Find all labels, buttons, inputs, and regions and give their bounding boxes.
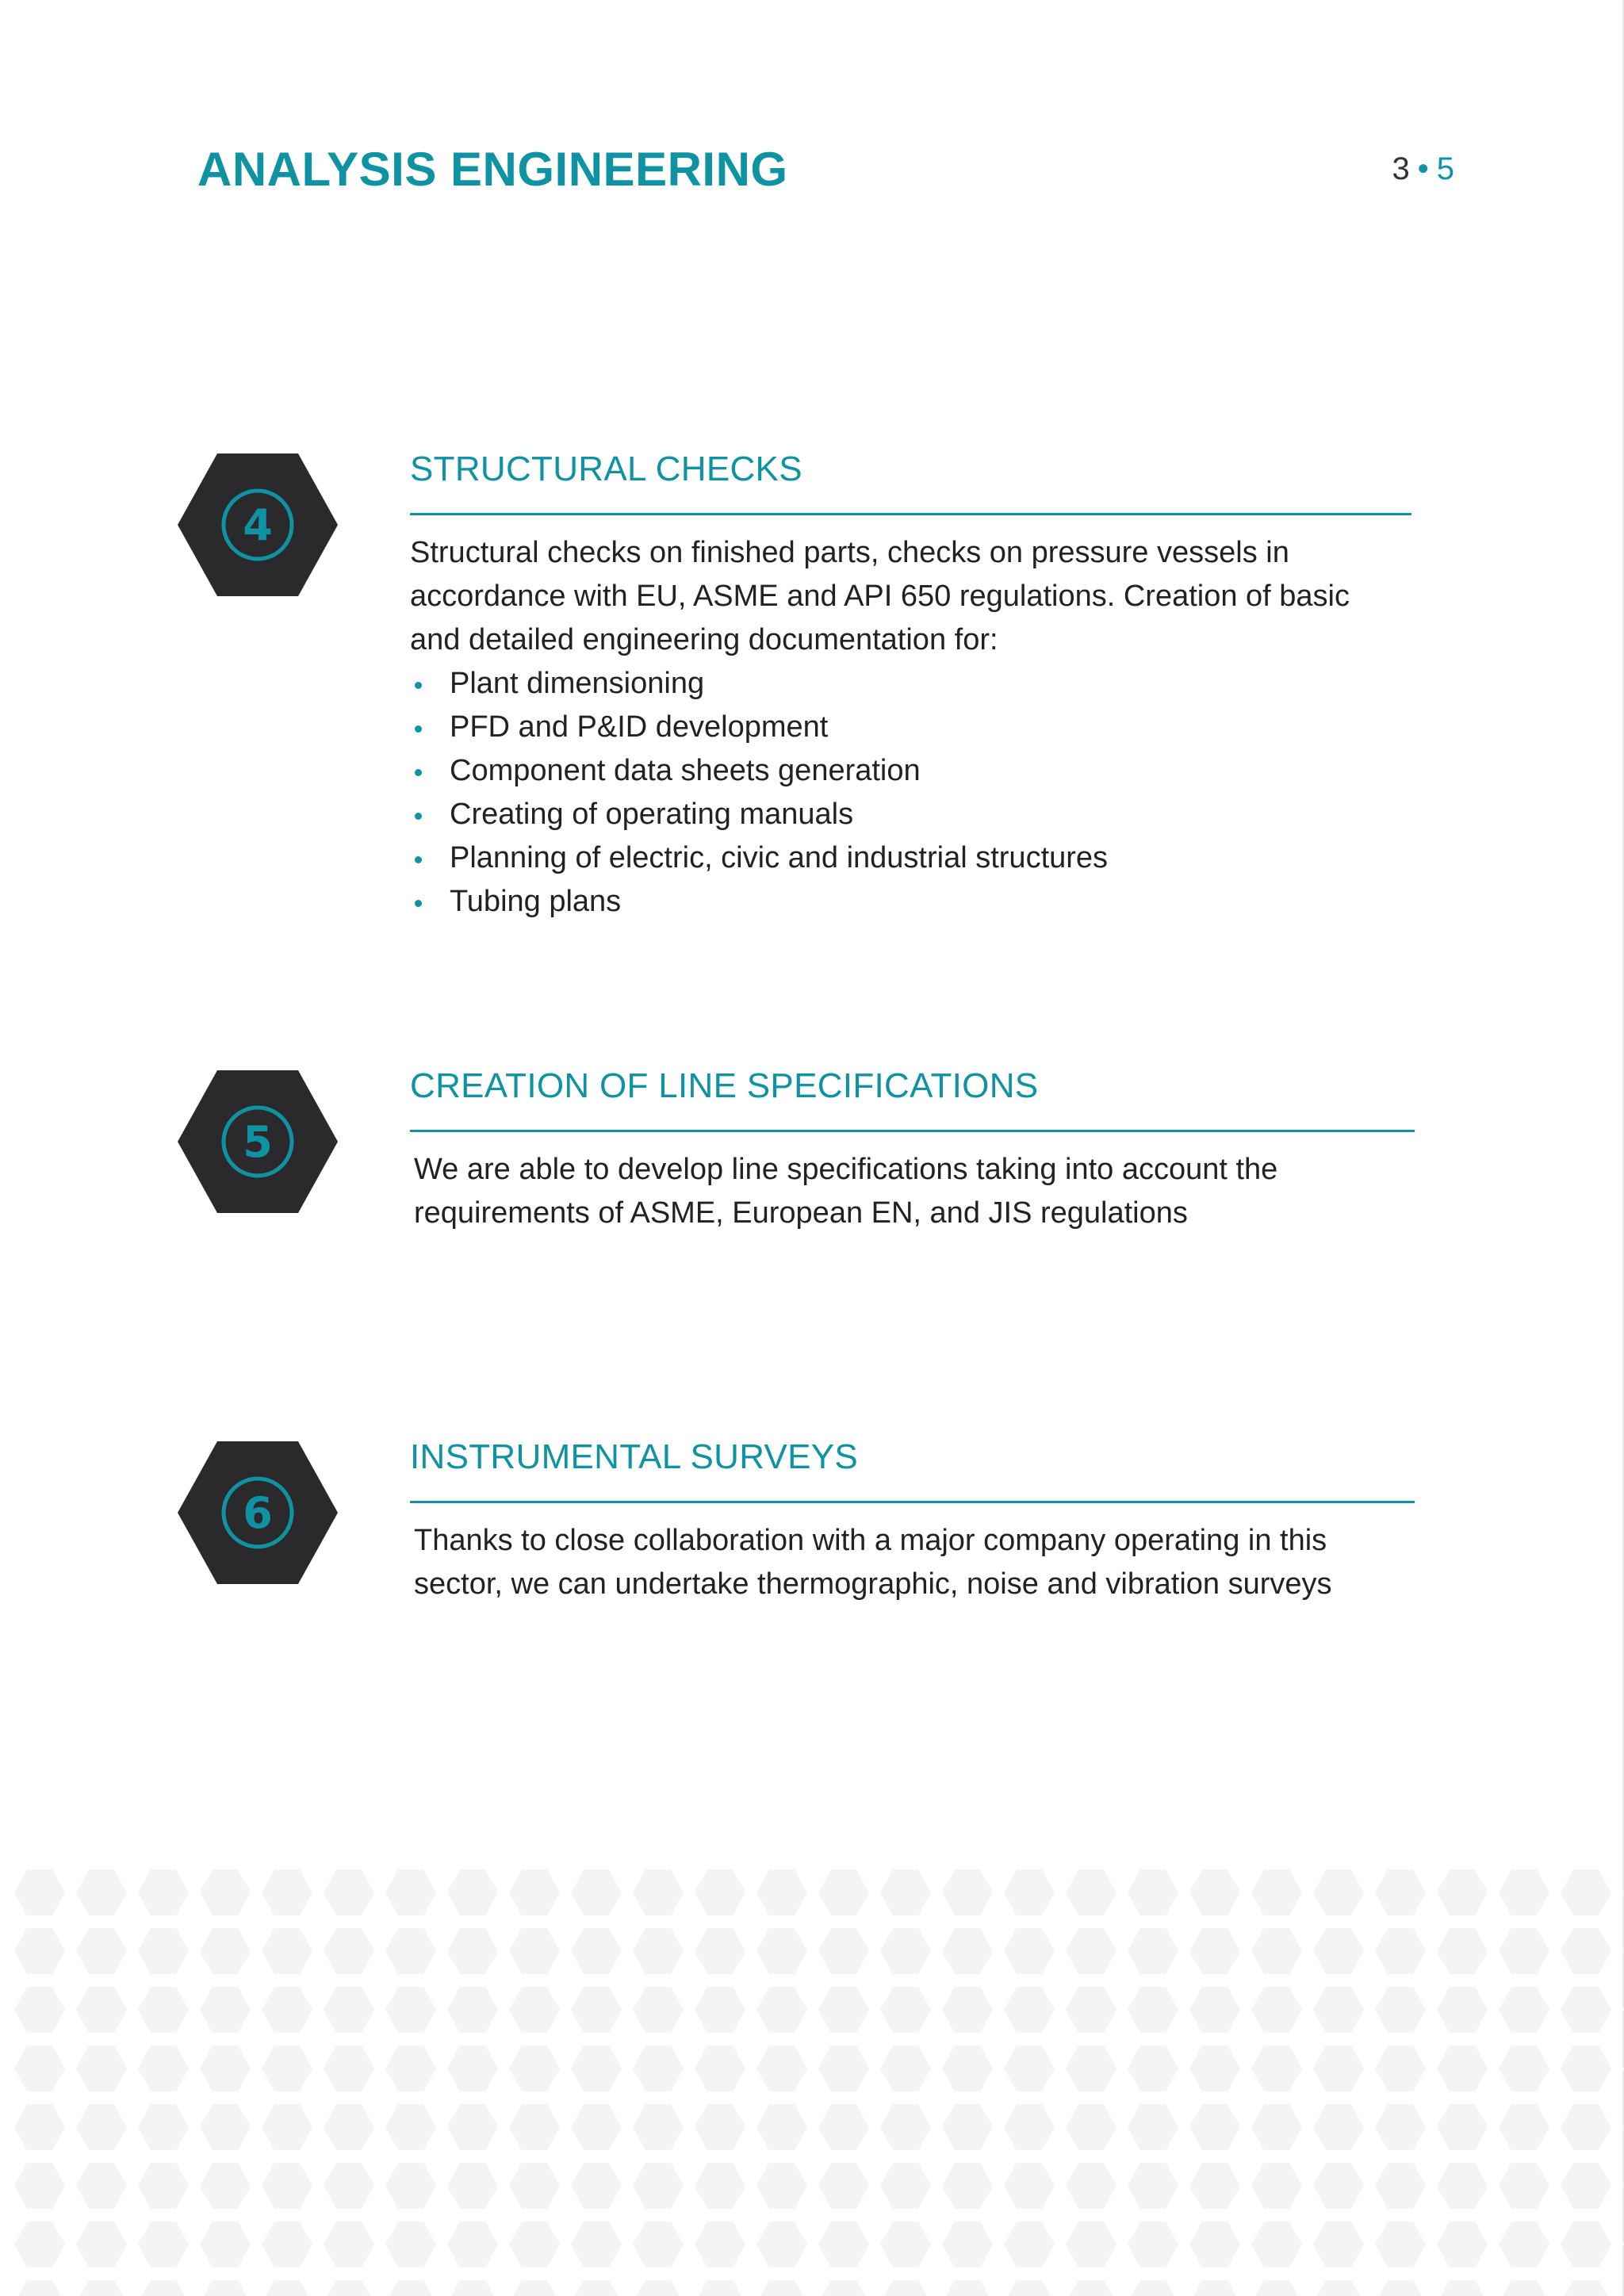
background-hexagon: [138, 2104, 189, 2150]
background-hexagon: [200, 1987, 251, 2033]
hexagon-pattern-icon: [0, 1863, 1624, 2296]
background-hexagon: [76, 2045, 127, 2091]
background-hexagon: [76, 1987, 127, 2033]
background-hexagon: [1066, 2163, 1116, 2209]
background-hexagon: [1313, 2280, 1364, 2296]
background-hexagon: [1128, 2045, 1178, 2091]
background-hexagon: [571, 1928, 622, 1974]
background-hexagon: [695, 2163, 745, 2209]
background-hexagon: [818, 2104, 869, 2150]
background-hexagon: [324, 2221, 374, 2267]
background-hexagon: [1251, 2163, 1302, 2209]
background-hexagon: [1437, 1869, 1488, 1915]
background-hexagon: [1128, 2104, 1178, 2150]
background-hexagon: [1251, 2104, 1302, 2150]
background-hexagon: [571, 2163, 622, 2209]
background-hexagon: [14, 2221, 65, 2267]
background-hexagon: [262, 2221, 312, 2267]
background-hexagon: [1313, 2045, 1364, 2091]
background-hexagon: [1004, 2104, 1055, 2150]
section-divider: [410, 513, 1411, 515]
background-hexagon: [1313, 1869, 1364, 1915]
background-hexagon: [447, 2045, 498, 2091]
background-hexagon: [262, 1987, 312, 2033]
background-hexagon: [818, 2221, 869, 2267]
hexagon-background-pattern: [0, 1863, 1624, 2296]
background-hexagon: [756, 1928, 807, 1974]
section-divider: [410, 1501, 1415, 1503]
background-hexagon: [880, 2104, 931, 2150]
background-hexagon: [200, 2104, 251, 2150]
background-hexagon: [880, 2280, 931, 2296]
page-separator: •: [1417, 151, 1429, 186]
background-hexagon: [262, 2104, 312, 2150]
background-hexagon: [76, 1928, 127, 1974]
background-hexagon: [1313, 2221, 1364, 2267]
section-title: INSTRUMENTAL SURVEYS: [410, 1437, 859, 1476]
background-hexagon: [1561, 2280, 1611, 2296]
section-number-hexagon: [178, 1441, 338, 1584]
background-hexagon: [385, 1869, 436, 1915]
background-hexagon: [633, 2163, 684, 2209]
background-hexagon: [1189, 2280, 1240, 2296]
background-hexagon: [138, 2045, 189, 2091]
background-hexagon: [1004, 2163, 1055, 2209]
background-hexagon: [509, 2280, 560, 2296]
background-hexagon: [633, 1987, 684, 2033]
background-hexagon: [942, 2104, 993, 2150]
background-hexagon: [447, 2104, 498, 2150]
background-hexagon: [14, 2045, 65, 2091]
background-hexagon: [509, 2163, 560, 2209]
background-hexagon: [1189, 1928, 1240, 1974]
page-number: [1392, 149, 1454, 189]
background-hexagon: [324, 2104, 374, 2150]
section-body: We are able to develop line specifications taking into account the requirements of ASME, European EN, and JIS regulations: [414, 1153, 1278, 1230]
background-hexagon: [509, 2221, 560, 2267]
background-hexagon: [1066, 2104, 1116, 2150]
section-number-hexagon: [178, 1070, 338, 1213]
background-hexagon: [1499, 2045, 1549, 2091]
background-hexagon: [385, 2045, 436, 2091]
background-hexagon: [262, 2163, 312, 2209]
background-hexagon: [1437, 2163, 1488, 2209]
background-hexagon: [1375, 1928, 1426, 1974]
background-hexagon: [756, 1987, 807, 2033]
background-hexagon: [1251, 2045, 1302, 2091]
list-item: Creating of operating manuals: [410, 793, 1393, 836]
page-title: ANALYSIS ENGINEERING: [197, 143, 788, 196]
background-hexagon: [1128, 1987, 1178, 2033]
background-hexagon: [633, 2104, 684, 2150]
background-hexagon: [200, 1928, 251, 1974]
background-hexagon: [942, 1928, 993, 1974]
background-hexagon: [385, 2221, 436, 2267]
background-hexagon: [1561, 1869, 1611, 1915]
list-item: Tubing plans: [410, 880, 1393, 924]
background-hexagon: [1375, 2104, 1426, 2150]
background-hexagon: [1561, 2163, 1611, 2209]
background-hexagon: [138, 2221, 189, 2267]
background-hexagon: [1561, 2045, 1611, 2091]
background-hexagon: [818, 1869, 869, 1915]
background-hexagon: [1066, 2045, 1116, 2091]
background-hexagon: [633, 1928, 684, 1974]
list-item: Component data sheets generation: [410, 749, 1393, 793]
background-hexagon: [1499, 2280, 1549, 2296]
background-hexagon: [880, 1869, 931, 1915]
background-hexagon: [818, 1987, 869, 2033]
background-hexagon: [200, 2045, 251, 2091]
bullet-list: [410, 662, 1393, 924]
background-hexagon: [76, 2221, 127, 2267]
background-hexagon: [1066, 1928, 1116, 1974]
background-hexagon: [14, 1987, 65, 2033]
background-hexagon: [509, 1928, 560, 1974]
background-hexagon: [385, 2104, 436, 2150]
background-hexagon: [1499, 2104, 1549, 2150]
background-hexagon: [942, 2221, 993, 2267]
background-hexagon: [447, 1928, 498, 1974]
background-hexagon: [1128, 1928, 1178, 1974]
background-hexagon: [1128, 2221, 1178, 2267]
background-hexagon: [1004, 2280, 1055, 2296]
background-hexagon: [1561, 1987, 1611, 2033]
background-hexagon: [447, 2163, 498, 2209]
background-hexagon: [1437, 2221, 1488, 2267]
background-hexagon: [14, 2163, 65, 2209]
background-hexagon: [138, 1928, 189, 1974]
background-hexagon: [385, 2163, 436, 2209]
background-hexagon: [1499, 1869, 1549, 1915]
background-hexagon: [200, 2280, 251, 2296]
background-hexagon: [633, 1869, 684, 1915]
background-hexagon: [1251, 2280, 1302, 2296]
background-hexagon: [447, 2221, 498, 2267]
background-hexagon: [756, 2104, 807, 2150]
background-hexagon: [1128, 1869, 1178, 1915]
background-hexagon: [324, 2045, 374, 2091]
list-item: PFD and P&ID development: [410, 706, 1393, 749]
background-hexagon: [200, 1869, 251, 1915]
background-hexagon: [262, 2280, 312, 2296]
background-hexagon: [818, 2163, 869, 2209]
background-hexagon: [1251, 2221, 1302, 2267]
background-hexagon: [942, 2280, 993, 2296]
background-hexagon: [1251, 1987, 1302, 2033]
background-hexagon: [571, 2104, 622, 2150]
background-hexagon: [1561, 2104, 1611, 2150]
background-hexagon: [880, 2045, 931, 2091]
background-hexagon: [1437, 2280, 1488, 2296]
background-hexagon: [14, 2280, 65, 2296]
list-item: Planning of electric, civic and industrial structures: [410, 836, 1393, 880]
background-hexagon: [756, 2163, 807, 2209]
background-hexagon: [942, 2045, 993, 2091]
background-hexagon: [324, 1987, 374, 2033]
background-hexagon: [571, 2045, 622, 2091]
background-hexagon: [818, 1928, 869, 1974]
background-hexagon: [756, 2221, 807, 2267]
background-hexagon: [385, 1987, 436, 2033]
background-hexagon: [447, 2280, 498, 2296]
background-hexagon: [1375, 2280, 1426, 2296]
background-hexagon: [1375, 1987, 1426, 2033]
background-hexagon: [509, 2104, 560, 2150]
background-hexagon: [324, 2280, 374, 2296]
background-hexagon: [880, 2221, 931, 2267]
background-hexagon: [1189, 2163, 1240, 2209]
background-hexagon: [1004, 1869, 1055, 1915]
background-hexagon: [1128, 2280, 1178, 2296]
section-number: 6: [243, 1487, 273, 1538]
section-intro: Structural checks on finished parts, checks on pressure vessels in accordance with EU, ASME and API 650 regulations. Creation of basic and detailed engineering documentation for:: [410, 536, 1350, 656]
background-hexagon: [138, 1987, 189, 2033]
background-hexagon: [509, 1869, 560, 1915]
background-hexagon: [1499, 2221, 1549, 2267]
background-hexagon: [1313, 2163, 1364, 2209]
background-hexagon: [138, 2280, 189, 2296]
background-hexagon: [756, 2045, 807, 2091]
background-hexagon: [942, 1869, 993, 1915]
background-hexagon: [1066, 2280, 1116, 2296]
section-body: Thanks to close collaboration with a major company operating in this sector, we can undertake thermographic, noise and vibration surveys: [414, 1524, 1332, 1601]
background-hexagon: [447, 1869, 498, 1915]
background-hexagon: [695, 2221, 745, 2267]
background-hexagon: [1189, 2104, 1240, 2150]
section-title: CREATION OF LINE SPECIFICATIONS: [410, 1066, 1039, 1105]
background-hexagon: [385, 2280, 436, 2296]
background-hexagon: [695, 1869, 745, 1915]
background-hexagon: [138, 1869, 189, 1915]
background-hexagon: [262, 2045, 312, 2091]
background-hexagon: [1251, 1928, 1302, 1974]
background-hexagon: [262, 1928, 312, 1974]
background-hexagon: [1004, 1987, 1055, 2033]
background-hexagon: [1375, 2221, 1426, 2267]
background-hexagon: [1189, 1987, 1240, 2033]
background-hexagon: [818, 2045, 869, 2091]
background-hexagon: [695, 2280, 745, 2296]
section-number-hexagon: [178, 453, 338, 596]
background-hexagon: [1561, 2221, 1611, 2267]
background-hexagon: [880, 1987, 931, 2033]
background-hexagon: [76, 2163, 127, 2209]
section-number: 5: [243, 1116, 273, 1167]
background-hexagon: [1437, 1928, 1488, 1974]
background-hexagon: [1499, 2163, 1549, 2209]
background-hexagon: [695, 1928, 745, 1974]
background-hexagon: [1189, 1869, 1240, 1915]
background-hexagon: [571, 2221, 622, 2267]
background-hexagon: [1128, 2163, 1178, 2209]
background-hexagon: [942, 2163, 993, 2209]
background-hexagon: [1561, 1928, 1611, 1974]
background-hexagon: [1375, 2045, 1426, 2091]
background-hexagon: [1313, 2104, 1364, 2150]
background-hexagon: [1189, 2221, 1240, 2267]
background-hexagon: [1499, 1928, 1549, 1974]
background-hexagon: [1004, 2045, 1055, 2091]
background-hexagon: [324, 1869, 374, 1915]
background-hexagon: [1066, 1987, 1116, 2033]
background-hexagon: [509, 2045, 560, 2091]
background-hexagon: [571, 2280, 622, 2296]
background-hexagon: [633, 2045, 684, 2091]
background-hexagon: [138, 2163, 189, 2209]
background-hexagon: [200, 2163, 251, 2209]
background-hexagon: [76, 2104, 127, 2150]
background-hexagon: [756, 2280, 807, 2296]
background-hexagon: [1437, 2045, 1488, 2091]
section-divider: [410, 1130, 1415, 1132]
background-hexagon: [1375, 2163, 1426, 2209]
background-hexagon: [1066, 1869, 1116, 1915]
page-current: 3: [1392, 151, 1410, 186]
background-hexagon: [1004, 1928, 1055, 1974]
background-hexagon: [385, 1928, 436, 1974]
background-hexagon: [262, 1869, 312, 1915]
background-hexagon: [1437, 1987, 1488, 2033]
section-title: STRUCTURAL CHECKS: [410, 450, 802, 488]
background-hexagon: [571, 1869, 622, 1915]
background-hexagon: [324, 2163, 374, 2209]
background-hexagon: [1313, 1928, 1364, 1974]
background-hexagon: [14, 1869, 65, 1915]
background-hexagon: [200, 2221, 251, 2267]
background-hexagon: [509, 1987, 560, 2033]
background-hexagon: [1251, 1869, 1302, 1915]
background-hexagon: [695, 2045, 745, 2091]
background-hexagon: [695, 2104, 745, 2150]
background-hexagon: [880, 1928, 931, 1974]
background-hexagon: [880, 2163, 931, 2209]
background-hexagon: [942, 1987, 993, 2033]
background-hexagon: [695, 1987, 745, 2033]
background-hexagon: [1189, 2045, 1240, 2091]
page-total: 5: [1436, 151, 1454, 186]
background-hexagon: [818, 2280, 869, 2296]
background-hexagon: [633, 2280, 684, 2296]
background-hexagon: [14, 1928, 65, 1974]
background-hexagon: [1437, 2104, 1488, 2150]
background-hexagon: [1066, 2221, 1116, 2267]
background-hexagon: [633, 2221, 684, 2267]
background-hexagon: [756, 1869, 807, 1915]
section-number: 4: [243, 499, 273, 550]
background-hexagon: [447, 1987, 498, 2033]
background-hexagon: [1499, 1987, 1549, 2033]
section-body: [410, 531, 1393, 924]
background-hexagon: [1375, 1869, 1426, 1915]
background-hexagon: [324, 1928, 374, 1974]
background-hexagon: [76, 1869, 127, 1915]
background-hexagon: [1004, 2221, 1055, 2267]
background-hexagon: [76, 2280, 127, 2296]
background-hexagon: [1313, 1987, 1364, 2033]
list-item: Plant dimensioning: [410, 662, 1393, 706]
background-hexagon: [14, 2104, 65, 2150]
background-hexagon: [571, 1987, 622, 2033]
